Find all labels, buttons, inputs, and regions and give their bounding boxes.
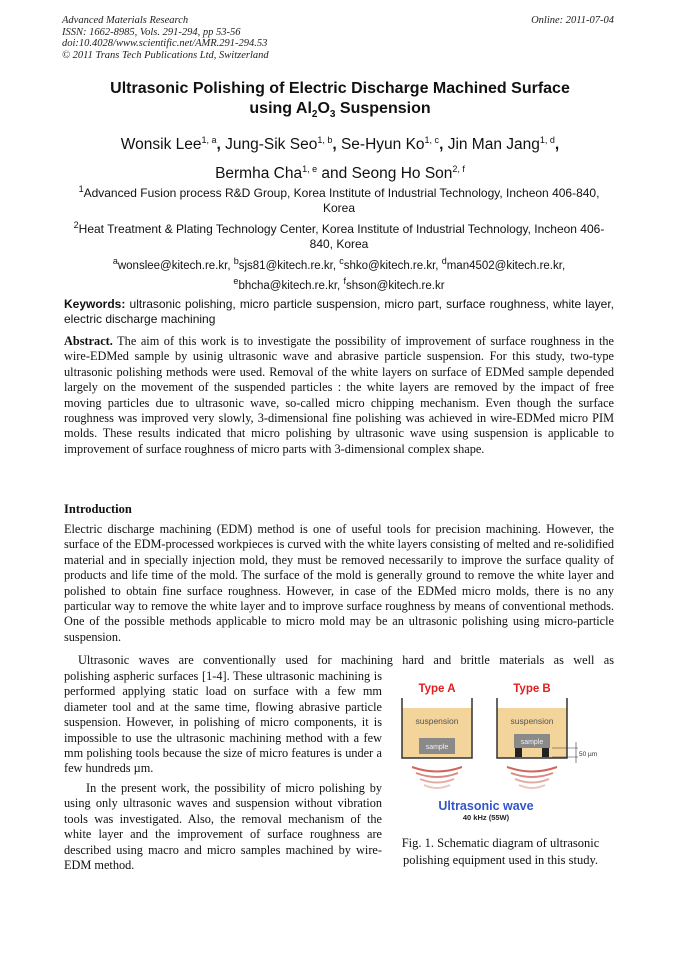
- type-b-label: Type B: [513, 683, 551, 695]
- issn-line: ISSN: 1662-8985, Vols. 291-294, pp 53-56: [62, 26, 241, 38]
- type-a-sample-label: sample: [425, 744, 449, 751]
- type-b-wave-icon: [507, 767, 557, 788]
- author: Se-Hyun Ko$^{1, c}$: [340, 135, 440, 154]
- author-list: Wonsik Lee$^{1, a}$, Jung-Sik Seo$^{1, b}$, Se-Hyun Ko$^{1, c}$, Jin Man Jang$^{1, d}$, Bermha Cha$^{1, e}$ and Seong Ho Son$^{2, f}$: [120, 135, 560, 183]
- online-date: Online: 2011-07-04: [531, 15, 614, 26]
- type-b-suspension-label: suspension: [510, 716, 554, 726]
- email-list: $^a$wonslee@kitech.re.kr, $^b$sjs81@kitech.re.kr, $^c$shko@kitech.re.kr, $^d$man4502@kitech.re.kr, $^e$bhcha@kitech.re.kr, $^f$shson@kitech.re.kr: [112, 256, 566, 292]
- gap-dimension-label: 50 µm: [579, 751, 598, 758]
- author: Jung-Sik Seo$^{1, b}$: [225, 135, 333, 154]
- abstract-text: The aim of this work is to investigate the possibility of improvement of surface roughness in the wire-EDMed sample by usinig ultrasonic wave and abrasive particle suspension. For this study, two-type ultrasonic polishing methods were used. Removal of the white layers on surface of EDMed sample depended largely on the movement of the suspended particles : the white layers are removed by the impact of free moving particles due to ultrasonic wave, so-called micro chipping mechanism. Even though the surface roughness was improved very slowly, 3-dimensional fine polishing was achieved in wire-EDMed micro PIM molds. These results indicated that micro polishing by ultrasonic wave using suspension is applicable to improvement of surface roughness of micro parts with 3-dimensional complex shape.: [64, 334, 614, 456]
- author: Seong Ho Son$^{2, f}$: [351, 164, 465, 183]
- title-line-2: using $Al_2O_3$ Suspension: [249, 100, 431, 121]
- journal-header: [62, 15, 269, 61]
- abstract: [64, 334, 614, 457]
- copyright-line: © 2011 Trans Tech Publications Ltd, Switzerland: [62, 49, 269, 61]
- affiliation-1: $^1$Advanced Fusion process R&D Group, Korea Institute of Industrial Technology, Incheon 406-840, Korea: [78, 184, 600, 215]
- type-b-spacer-right: [542, 748, 549, 757]
- type-a-label: Type A: [418, 683, 456, 695]
- affiliation-2: $^2$Heat Treatment & Plating Technology Center, Korea Institute of Industrial Technology, Incheon 406-840, Korea: [73, 220, 605, 251]
- frequency-label: 40 kHz (55W): [462, 813, 510, 822]
- intro-paragraph-2: polishing aspheric surfaces [1-4]. These ultrasonic machining is performed applying static load on surface with a few mm diameter tool and at the same time, flowing abrasive particle suspension. However, in polishing of micro components, it is impossible to use the ultrasonic machining method with a few mm polishing tools because the size of micro features is under a few hundreds µm.: [64, 669, 382, 776]
- type-a-wave-icon: [412, 767, 462, 788]
- author: Bermha Cha$^{1, e}$: [215, 164, 318, 183]
- type-b-sample-label: sample: [520, 739, 544, 746]
- author: Wonsik Lee$^{1, a}$: [120, 135, 217, 154]
- section-heading-introduction: Introduction: [64, 502, 132, 516]
- figure-1: [392, 672, 618, 833]
- keywords-text: ultrasonic polishing, micro particle suspension, micro part, surface roughness, white layer, electric discharge machining: [64, 297, 614, 326]
- journal-name: Advanced Materials Research: [62, 15, 189, 26]
- author: Jin Man Jang$^{1, d}$: [447, 135, 555, 154]
- keywords: [64, 297, 614, 327]
- ultrasonic-wave-label: Ultrasonic wave: [438, 799, 534, 813]
- title-line-1: Ultrasonic Polishing of Electric Discharge Machined Surface: [110, 80, 570, 97]
- paper-title: [40, 79, 640, 125]
- keywords-label: Keywords:: [64, 297, 126, 311]
- intro-paragraph-2-first-line: Ultrasonic waves are conventionally used for machining hard and brittle materials as well as: [78, 653, 614, 667]
- type-a-suspension-label: suspension: [415, 716, 459, 726]
- ultrasonic-schematic: [392, 672, 618, 828]
- intro-paragraph-3: In the present work, the possibility of micro polishing by using only ultrasonic waves and suspension without vibration tools was investigated. Also, the removal mechanism of the white layer and the improvement of surface roughness are described using macro and micro samples machined by wire-EDM method.: [64, 781, 382, 873]
- type-b-spacer-left: [515, 748, 522, 757]
- abstract-label: Abstract.: [64, 334, 113, 348]
- figure-1-caption: Fig. 1. Schematic diagram of ultrasonic polishing equipment used in this study.: [401, 836, 600, 867]
- doi-line: doi:10.4028/www.scientific.net/AMR.291-294.53: [62, 38, 268, 49]
- intro-paragraph-1: Electric discharge machining (EDM) method is one of useful tools for precision machining. However, the surface of the EDM-processed workpieces is curved with the white layers consisting of melted and re-solidified material and in specially injection mold, they must be removed necessarily to improve the surface quality of products and life time of the mold. The surface of the mold is generally ground to remove the white layer and polished to obtain fine surface roughness. However, in case of the EDMed micro molds, there is no any particular way to remove the white layer and to improve surface roughness by means of conventional methods. One of the possible methods applicable to micro mold may be an ultrasonic polishing using micro-particle suspension.: [64, 522, 614, 644]
